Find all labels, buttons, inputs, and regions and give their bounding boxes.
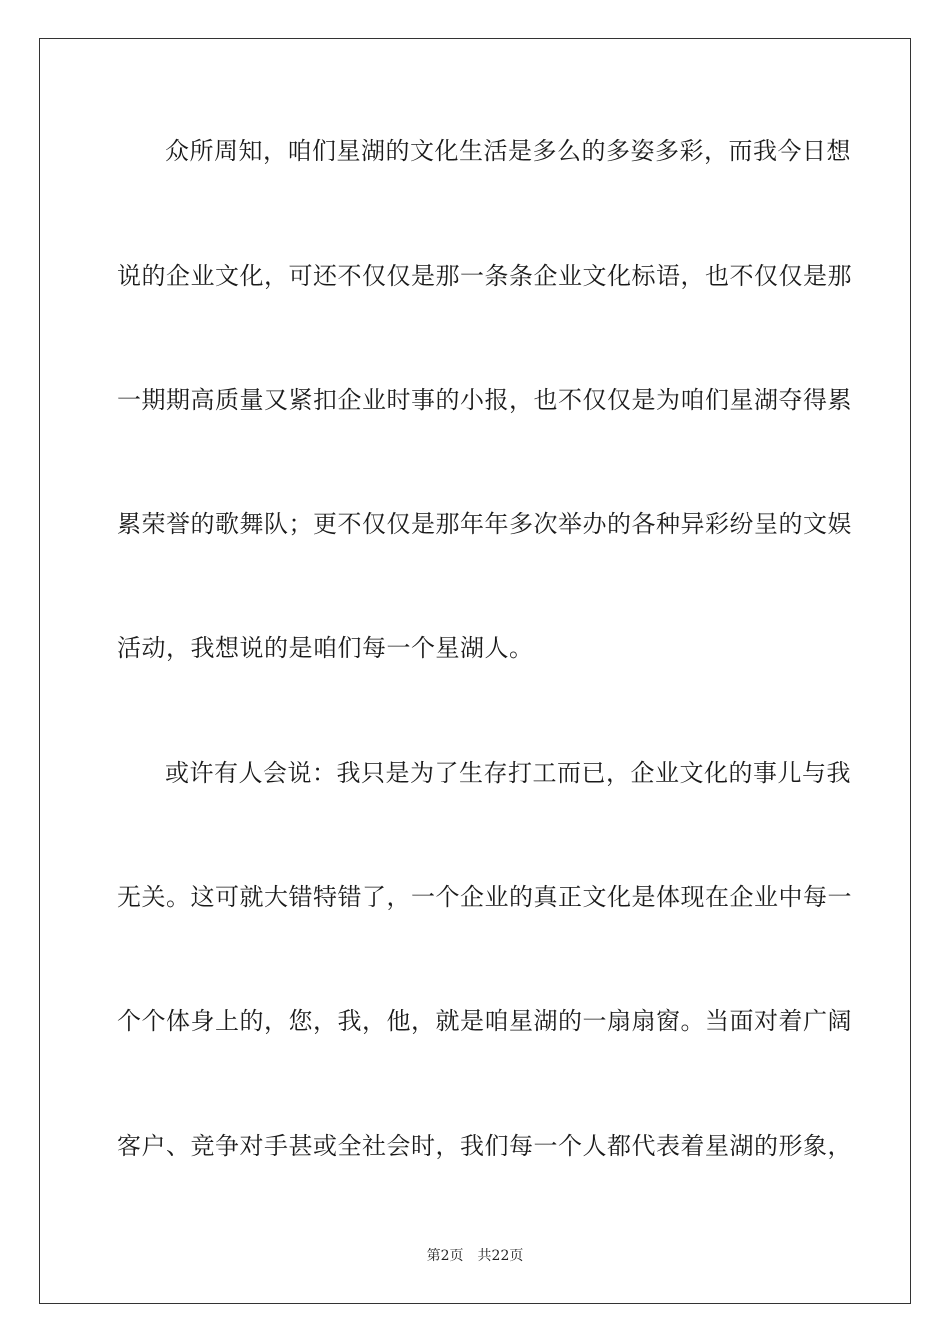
text-line: 累荣誉的歌舞队；更不仅仅是那年年多次举办的各种异彩纷呈的文娱 — [117, 510, 852, 538]
text-line: 一期期高质量又紧扣企业时事的小报，也不仅仅是为咱们星湖夺得累 — [117, 386, 852, 414]
page-footer — [0, 1247, 950, 1265]
text-line: 众所周知，咱们星湖的文化生活是多么的多姿多彩，而我今日想 — [165, 137, 851, 165]
text-line: 个个体身上的，您，我，他，就是咱星湖的一扇扇窗。当面对着广阔 — [117, 1007, 852, 1035]
page-border — [39, 38, 911, 1304]
text-line: 无关。这可就大错特错了，一个企业的真正文化是体现在企业中每一 — [117, 883, 852, 911]
page-total: 共22页 — [477, 1248, 524, 1264]
text-line: 客户、竞争对手甚或全社会时，我们每一个人都代表着星湖的形象， — [117, 1132, 852, 1160]
text-line: 或许有人会说：我只是为了生存打工而已，企业文化的事儿与我 — [165, 759, 851, 787]
text-line: 活动，我想说的是咱们每一个星湖人。 — [117, 634, 534, 662]
text-line: 说的企业文化，可还不仅仅是那一条条企业文化标语，也不仅仅是那 — [117, 262, 852, 290]
page-number: 第2页 — [426, 1248, 464, 1264]
